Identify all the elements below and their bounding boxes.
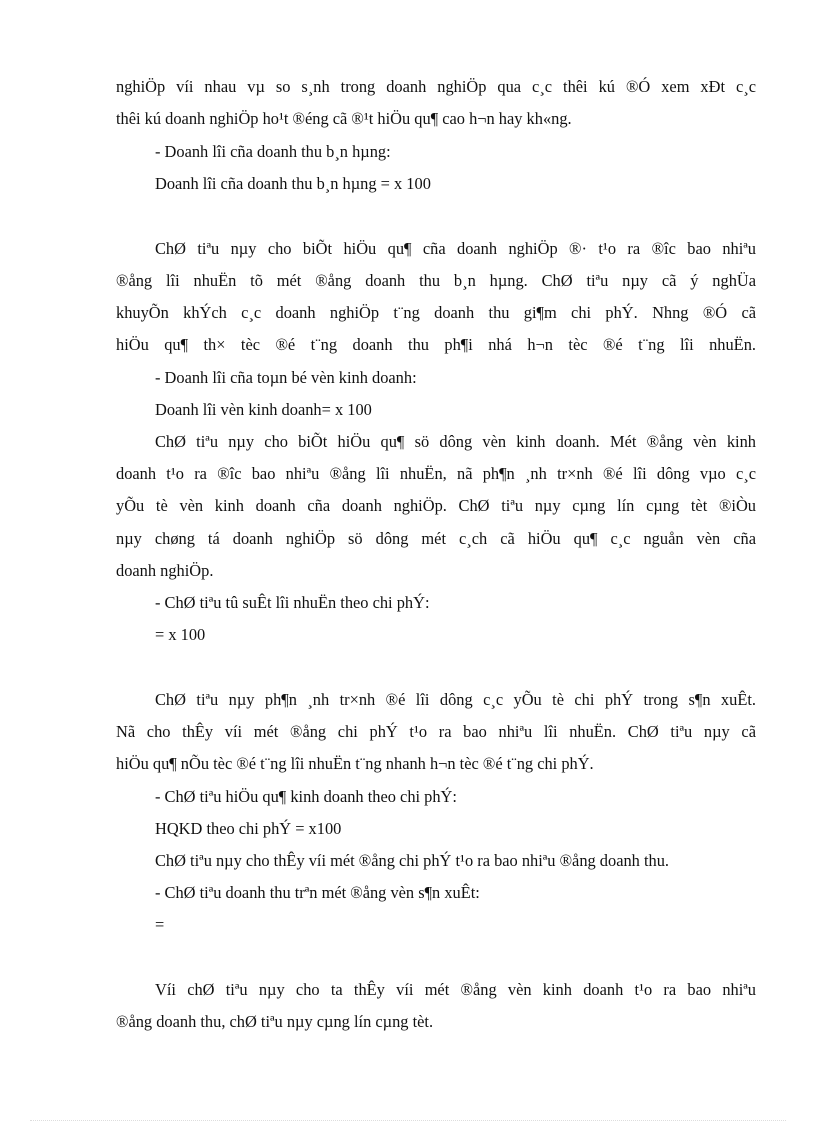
- page-bottom-rule: [30, 1120, 786, 1121]
- paragraph-line: hiÖu qu¶ th× tèc ®é t¨ng doanh thu ph¶i nhá h¬n tèc ®é t¨ng lîi nhuËn.: [116, 335, 756, 354]
- paragraph-line: nghiÖp víi nhau vµ so s¸nh trong doanh nghiÖp qua c¸c thêi kú ®Ó xem xÐt c¸c: [116, 77, 756, 96]
- section-heading: - ChØ tiªu hiÖu qu¶ kinh doanh theo chi phÝ:: [155, 787, 457, 806]
- section-heading: - Doanh lîi cña toµn bé vèn kinh doanh:: [155, 368, 417, 387]
- paragraph-line: khuyÕn khÝch c¸c doanh nghiÖp t¨ng doanh thu gi¶m chi phÝ. Nhng ®Ó cã: [116, 303, 756, 322]
- section-heading: - Doanh lîi cña doanh thu b¸n hµng:: [155, 142, 391, 161]
- formula-line: =: [155, 915, 165, 934]
- paragraph-line: ChØ tiªu nµy cho biÕt hiÖu qu¶ sö dông vèn kinh doanh. Mét ®ång vèn kinh: [155, 432, 756, 451]
- paragraph-line: thêi kú doanh nghiÖp ho¹t ®éng cã ®¹t hiÖu qu¶ cao h¬n hay kh«ng.: [116, 109, 572, 128]
- paragraph-line: ®ång lîi nhuËn tõ mét ®ång doanh thu b¸n hµng. ChØ tiªu nµy cã ý nghÜa: [116, 271, 756, 290]
- paragraph-line: nµy chøng tá doanh nghiÖp sö dông mét c¸ch cã hiÖu qu¶ c¸c nguån vèn cña: [116, 529, 756, 548]
- paragraph-line: yÕu tè vèn kinh doanh cña doanh nghiÖp. ChØ tiªu nµy cµng lín cµng tèt ®iÒu: [116, 496, 756, 515]
- paragraph-line: ChØ tiªu nµy cho biÕt hiÖu qu¶ cña doanh nghiÖp ®· t¹o ra ®îc bao nhiªu: [155, 239, 756, 258]
- formula-line: HQKD theo chi phÝ = x100: [155, 819, 342, 838]
- section-heading: - ChØ tiªu tû suÊt lîi nhuËn theo chi phÝ:: [155, 593, 430, 612]
- paragraph-line: Nã cho thÊy víi mét ®ång chi phÝ t¹o ra bao nhiªu lîi nhuËn. ChØ tiªu nµy cã: [116, 722, 756, 741]
- paragraph-line: doanh nghiÖp.: [116, 561, 214, 580]
- formula-line: = x 100: [155, 625, 206, 644]
- paragraph-line: ChØ tiªu nµy cho thÊy víi mét ®ång chi phÝ t¹o ra bao nhiªu ®ång doanh thu.: [155, 851, 669, 870]
- paragraph-line: hiÖu qu¶ nÕu tèc ®é t¨ng lîi nhuËn t¨ng nhanh h¬n tèc ®é t¨ng chi phÝ.: [116, 754, 594, 773]
- paragraph-line: Víi chØ tiªu nµy cho ta thÊy víi mét ®ång vèn kinh doanh t¹o ra bao nhiªu: [155, 980, 756, 999]
- paragraph-line: doanh t¹o ra ®îc bao nhiªu ®ång lîi nhuËn, nã ph¶n ¸nh tr×nh ®é lîi dông vµo c¸c: [116, 464, 756, 483]
- paragraph-line: ®ång doanh thu, chØ tiªu nµy cµng lín cµng tèt.: [116, 1012, 434, 1031]
- section-heading: - ChØ tiªu doanh thu trªn mét ®ång vèn s¶n xuÊt:: [155, 883, 480, 902]
- formula-line: Doanh lîi cña doanh thu b¸n hµng = x 100: [155, 174, 431, 193]
- formula-line: Doanh lîi vèn kinh doanh= x 100: [155, 400, 372, 419]
- paragraph-line: ChØ tiªu nµy ph¶n ¸nh tr×nh ®é lîi dông c¸c yÕu tè chi phÝ trong s¶n xuÊt.: [155, 690, 756, 709]
